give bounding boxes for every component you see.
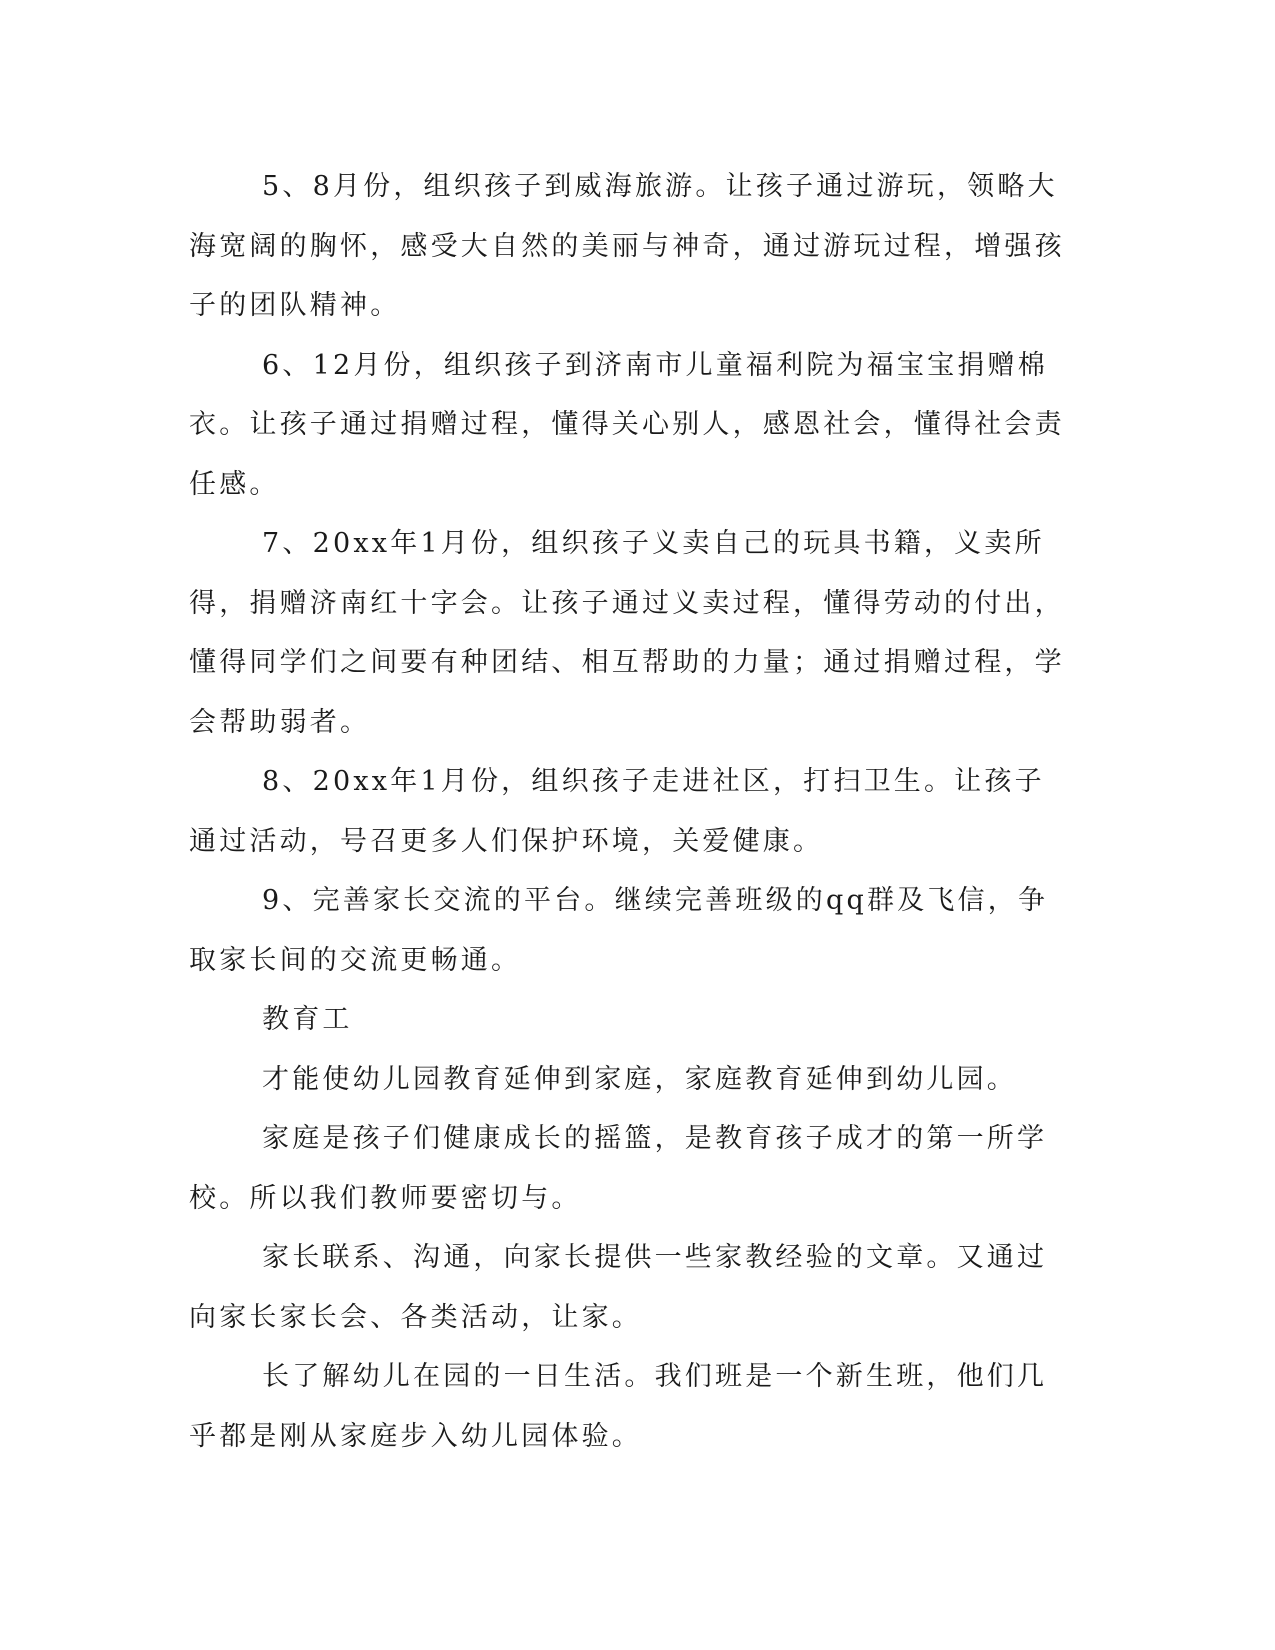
paragraph-item-8: 8、20xx年1月份，组织孩子走进社区，打扫卫生。让孩子通过活动，号召更多人们保护环境，关爱健康。 (189, 766, 1045, 857)
paragraph-item-7: 7、20xx年1月份，组织孩子义卖自己的玩具书籍，义卖所得，捐赠济南红十字会。让孩子通过义卖过程，懂得劳动的付出，懂得同学们之间要有种团结、相互帮助的力量；通过捐赠过程，学会帮助弱者。 (189, 528, 1065, 738)
document-body (189, 157, 1069, 1466)
paragraph-family-cradle: 家庭是孩子们健康成长的摇篮，是教育孩子成才的第一所学校。所以我们教师要密切与。 (189, 1123, 1048, 1214)
paragraph-item-5: 5、8月份，组织孩子到威海旅游。让孩子通过游玩，领略大海宽阔的胸怀，感受大自然的美丽与神奇，通过游玩过程，增强孩子的团队精神。 (189, 171, 1065, 321)
paragraph-item-6: 6、12月份，组织孩子到济南市儿童福利院为福宝宝捐赠棉衣。让孩子通过捐赠过程，懂得关心别人，感恩社会，懂得社会责任感。 (189, 349, 1065, 500)
paragraph-heading-fragment: 教育工 (262, 1004, 353, 1035)
paragraph-daily-life: 长了解幼儿在园的一日生活。我们班是一个新生班，他们几乎都是刚从家庭步入幼儿园体验。 (189, 1361, 1048, 1452)
paragraph-parent-contact: 家长联系、沟通，向家长提供一些家教经验的文章。又通过向家长家长会、各类活动，让家。 (189, 1242, 1048, 1333)
paragraph-item-9: 9、完善家长交流的平台。继续完善班级的qq群及飞信，争取家长间的交流更畅通。 (189, 885, 1049, 976)
paragraph-extension: 才能使幼儿园教育延伸到家庭，家庭教育延伸到幼儿园。 (262, 1063, 1017, 1095)
